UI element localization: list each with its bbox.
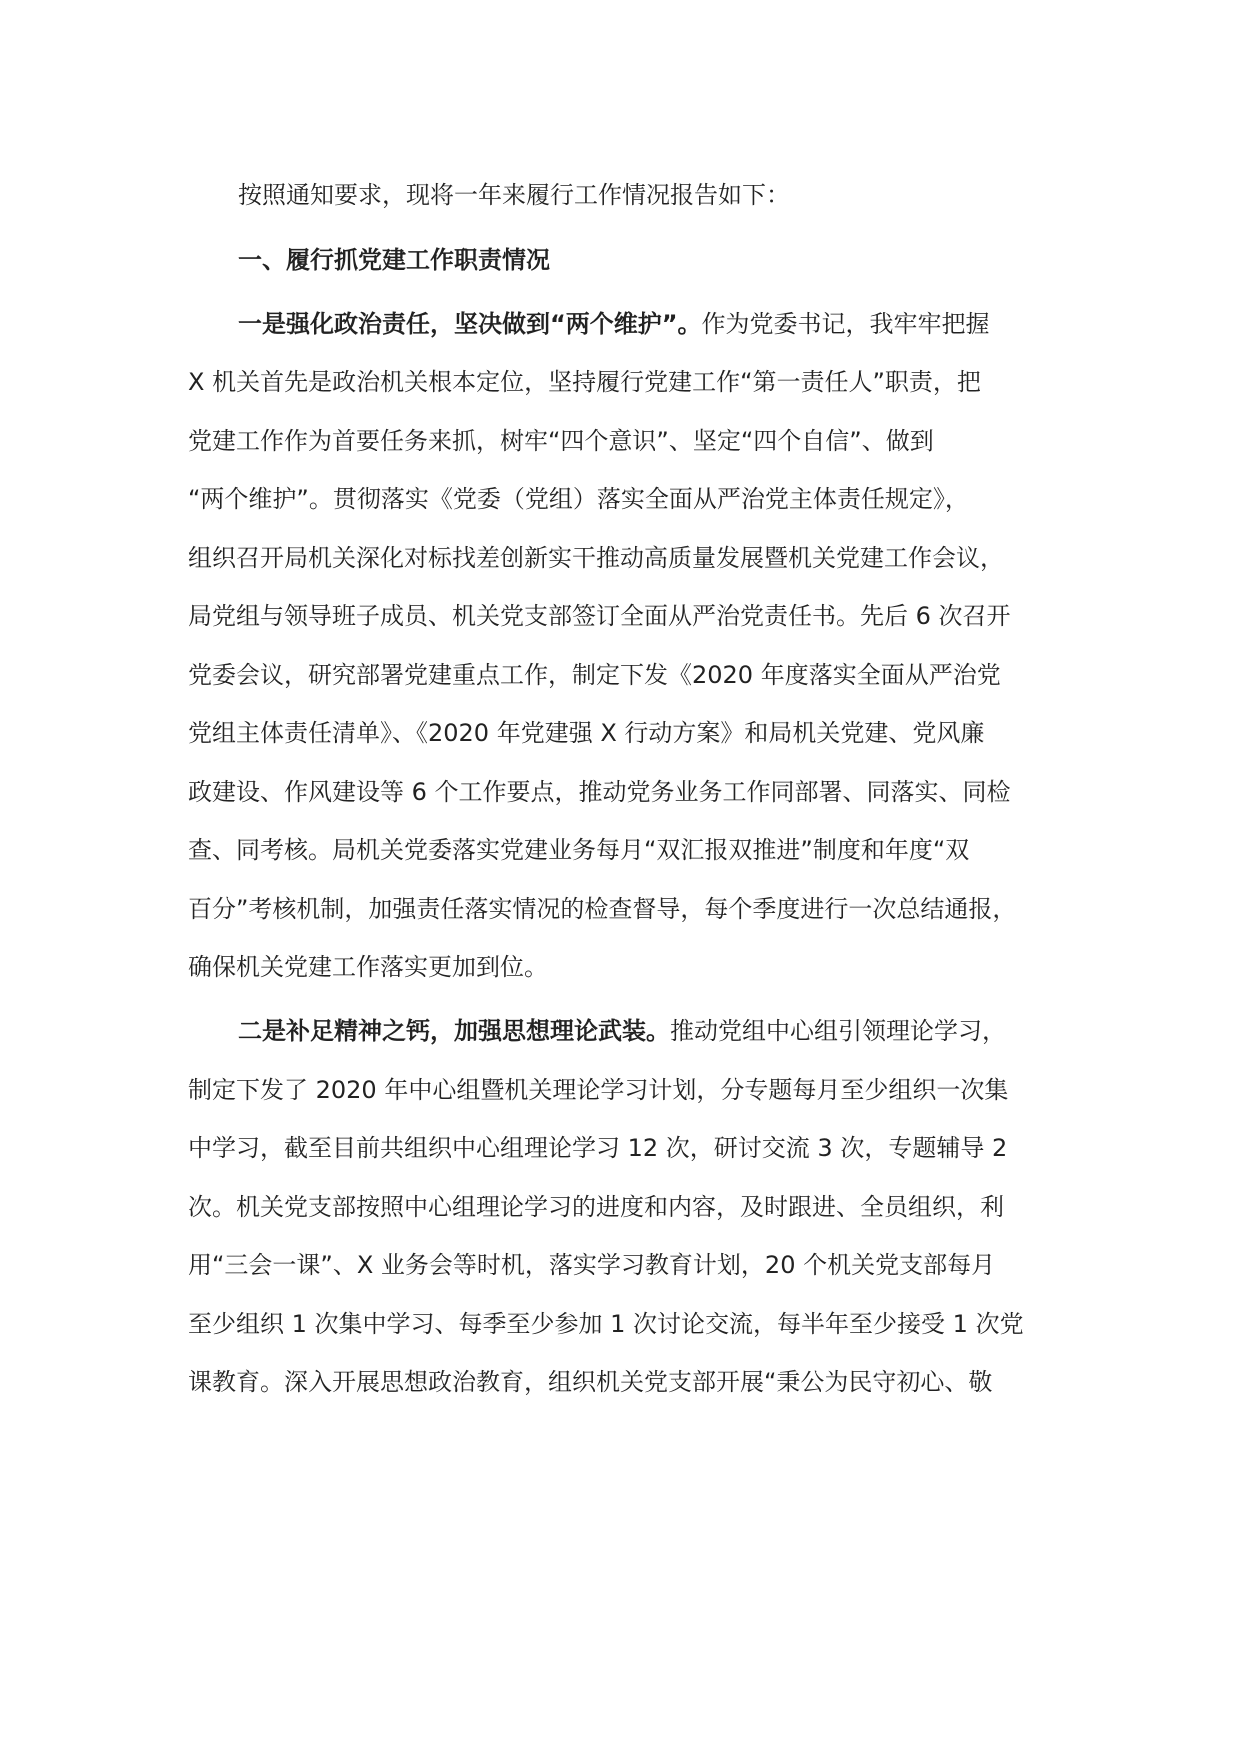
- paragraph-1-line: “两个维护”。贯彻落实《党委（党组）落实全面从严治党主体责任规定》，: [188, 485, 969, 513]
- paragraph-1-line-1-rest: 作为党委书记，我牢牢把握: [701, 310, 990, 338]
- paragraph-1-line: 确保机关党建工作落实更加到位。: [188, 953, 548, 981]
- paragraph-1-line: 党建工作作为首要任务来抓，树牢“四个意识”、坚定“四个自信”、做到: [188, 427, 934, 455]
- paragraph-1-first-line: [238, 307, 990, 341]
- paragraph-1-line: 党组主体责任清单》、《2020 年党建强 X 行动方案》和局机关党建、党风廉: [188, 719, 985, 747]
- intro-paragraph: 按照通知要求，现将一年来履行工作情况报告如下：: [238, 181, 790, 209]
- paragraph-2-first-line: [238, 1014, 1006, 1048]
- paragraph-2-line: 次。机关党支部按照中心组理论学习的进度和内容，及时跟进、全员组织，利: [188, 1193, 1004, 1221]
- paragraph-2-line: 中学习，截至目前共组织中心组理论学习 12 次，研讨交流 3 次，专题辅导 2: [188, 1134, 1008, 1162]
- paragraph-2-line: 课教育。深入开展思想政治教育，组织机关党支部开展“秉公为民守初心、敬: [188, 1368, 993, 1396]
- paragraph-1-line: 党委会议，研究部署党建重点工作，制定下发《2020 年度落实全面从严治党: [188, 661, 1001, 689]
- paragraph-2-line: 至少组织 1 次集中学习、每季至少参加 1 次讨论交流，每半年至少接受 1 次党: [188, 1310, 1024, 1338]
- paragraph-1-line: X 机关首先是政治机关根本定位，坚持履行党建工作“第一责任人”职责，把: [188, 368, 981, 396]
- paragraph-1-line: 局党组与领导班子成员、机关党支部签订全面从严治党责任书。先后 6 次召开: [188, 602, 1011, 630]
- section-heading: 一、履行抓党建工作职责情况: [238, 246, 550, 274]
- paragraph-1-line: 查、同考核。局机关党委落实党建业务每月“双汇报双推进”制度和年度“双: [188, 836, 970, 864]
- paragraph-1-line: 百分”考核机制，加强责任落实情况的检查督导，每个季度进行一次总结通报，: [188, 895, 1017, 923]
- paragraph-2-line-1-rest: 推动党组中心组引领理论学习，: [670, 1017, 1006, 1045]
- paragraph-1-line: 组织召开局机关深化对标找差创新实干推动高质量发展暨机关党建工作会议，: [188, 544, 1004, 572]
- paragraph-1-line: 政建设、作风建设等 6 个工作要点，推动党务业务工作同部署、同落实、同检: [188, 778, 1011, 806]
- paragraph-2-line: 制定下发了 2020 年中心组暨机关理论学习计划，分专题每月至少组织一次集: [188, 1076, 1009, 1104]
- paragraph-2-line: 用“三会一课”、X 业务会等时机，落实学习教育计划，20 个机关党支部每月: [188, 1251, 996, 1279]
- paragraph-1-lead: 一是强化政治责任，坚决做到“两个维护”。: [238, 310, 702, 338]
- paragraph-2-lead: 二是补足精神之钙，加强思想理论武装。: [238, 1017, 670, 1045]
